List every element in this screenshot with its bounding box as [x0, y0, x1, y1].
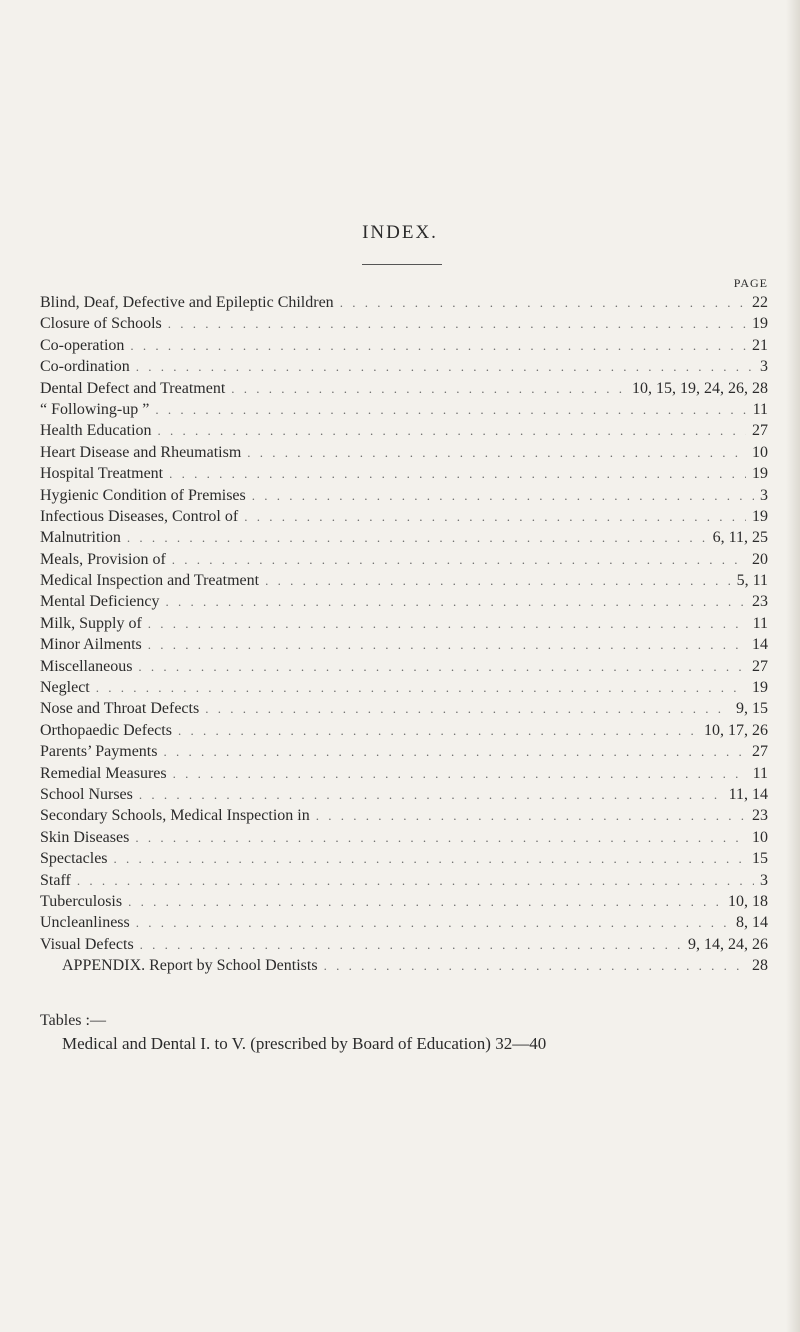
page-title: INDEX. [362, 222, 438, 243]
dot-leader [127, 527, 707, 548]
entry-label: Minor Ailments [40, 636, 142, 654]
dot-leader [169, 463, 746, 484]
dot-leader [178, 720, 698, 741]
entry-page-numbers: 10, 15, 19, 24, 26, 28 [632, 379, 768, 397]
entry-page-numbers: 19 [752, 679, 768, 697]
entry-label: APPENDIX. Report by School Dentists [62, 957, 318, 975]
entry-label: Visual Defects [40, 935, 134, 953]
entry-label: Remedial Measures [40, 764, 167, 782]
entry-label: Mental Deficiency [40, 593, 160, 611]
entry-page-numbers: 10, 17, 26 [704, 721, 768, 739]
page-column-heading: PAGE [733, 276, 768, 290]
index-entry [40, 763, 768, 784]
index-entry [40, 527, 768, 548]
entry-label: Meals, Provision of [40, 550, 166, 568]
entry-page-numbers: 3 [760, 486, 768, 504]
dot-leader [173, 763, 747, 784]
entry-label: Uncleanliness [40, 914, 130, 932]
entry-label: Closure of Schools [40, 315, 162, 333]
index-entry [40, 378, 768, 399]
entry-page-numbers: 14 [752, 636, 768, 654]
index-entry [40, 591, 768, 612]
entry-page-numbers: 22 [752, 294, 768, 311]
entry-label: Staff [40, 871, 71, 889]
index-entry [40, 955, 768, 976]
entry-page-numbers: 27 [752, 657, 768, 675]
entry-label: Milk, Supply of [40, 614, 142, 632]
index-entry [40, 356, 768, 377]
dot-leader [166, 591, 747, 612]
entry-label: Health Education [40, 422, 152, 440]
index-entries [40, 292, 768, 977]
entry-label: Orthopaedic Defects [40, 721, 172, 739]
page-edge-shadow [786, 0, 800, 1332]
index-entry [40, 506, 768, 527]
dot-leader [205, 698, 730, 719]
entry-label: Malnutrition [40, 529, 121, 547]
dot-leader [168, 313, 746, 334]
entry-page-numbers: 19 [752, 465, 768, 483]
dot-leader [136, 356, 754, 377]
dot-leader [130, 335, 746, 356]
dot-leader [155, 399, 746, 420]
entry-label: Spectacles [40, 850, 108, 868]
index-entry [40, 934, 768, 955]
entry-label: Secondary Schools, Medical Inspection in [40, 807, 310, 825]
entry-label: School Nurses [40, 785, 133, 803]
dot-leader [163, 741, 746, 762]
entry-page-numbers: 8, 14 [736, 914, 768, 932]
entry-page-numbers: 11 [752, 764, 768, 782]
dot-leader [96, 677, 746, 698]
index-entry [40, 549, 768, 570]
dot-leader [114, 848, 746, 869]
index-entry [40, 870, 768, 891]
entry-page-numbers: 15 [752, 850, 768, 868]
dot-leader [324, 955, 746, 976]
entry-page-numbers: 11 [752, 400, 768, 418]
index-entry [40, 399, 768, 420]
index-entry [40, 741, 768, 762]
dot-leader [316, 805, 746, 826]
dot-leader [140, 934, 682, 955]
entry-label: Skin Diseases [40, 828, 130, 846]
entry-label: Blind, Deaf, Defective and Epileptic Children [40, 294, 334, 311]
entry-page-numbers: 10 [752, 443, 768, 461]
entry-page-numbers: 27 [752, 422, 768, 440]
entry-page-numbers: 21 [752, 336, 768, 354]
dot-leader [340, 292, 746, 313]
entry-label: Miscellaneous [40, 657, 133, 675]
dot-leader [139, 784, 723, 805]
entry-page-numbers: 27 [752, 743, 768, 761]
entry-page-numbers: 9, 15 [736, 700, 768, 718]
entry-label: Infectious Diseases, Control of [40, 507, 239, 525]
index-entry [40, 634, 768, 655]
dot-leader [77, 870, 754, 891]
index-entry [40, 827, 768, 848]
entry-page-numbers: 19 [752, 507, 768, 525]
index-entry [40, 805, 768, 826]
index-entry [40, 784, 768, 805]
entry-page-numbers: 10 [752, 828, 768, 846]
index-entry [40, 420, 768, 441]
index-entry [40, 570, 768, 591]
index-entry [40, 848, 768, 869]
dot-leader [128, 891, 722, 912]
entry-page-numbers: 5, 11 [736, 572, 768, 590]
index-entry [40, 891, 768, 912]
dot-leader [172, 549, 746, 570]
entry-label: “ Following-up ” [40, 400, 150, 418]
tables-entry: Medical and Dental I. to V. (prescribed by Board of Education) 32—40 [62, 1034, 547, 1053]
entry-label: Nose and Throat Defects [40, 700, 200, 718]
index-entry [40, 912, 768, 933]
entry-page-numbers: 28 [752, 957, 768, 975]
index-entry [40, 720, 768, 741]
index-entry [40, 463, 768, 484]
index-entry [40, 485, 768, 506]
entry-page-numbers: 11, 14 [728, 785, 768, 803]
entry-page-numbers: 10, 18 [728, 892, 768, 910]
dot-leader [244, 506, 746, 527]
entry-page-numbers: 11 [752, 614, 768, 632]
entry-label: Medical Inspection and Treatment [40, 572, 260, 590]
index-entry [40, 292, 768, 313]
index-entry [40, 313, 768, 334]
index-entry [40, 698, 768, 719]
index-entry [40, 656, 768, 677]
entry-page-numbers: 19 [752, 315, 768, 333]
title-divider [362, 264, 442, 265]
entry-label: Parents’ Payments [40, 743, 158, 761]
entry-label: Tuberculosis [40, 892, 123, 910]
tables-heading: Tables :— [40, 1012, 106, 1029]
entry-label: Heart Disease and Rheumatism [40, 443, 242, 461]
entry-page-numbers: 20 [752, 550, 768, 568]
dot-leader [136, 912, 730, 933]
entry-page-numbers: 23 [752, 807, 768, 825]
entry-label: Co-operation [40, 336, 125, 354]
dot-leader [158, 420, 746, 441]
entry-label: Hospital Treatment [40, 465, 164, 483]
index-entry [40, 335, 768, 356]
dot-leader [252, 485, 754, 506]
index-entry [40, 442, 768, 463]
dot-leader [135, 827, 746, 848]
entry-page-numbers: 3 [760, 358, 768, 376]
entry-page-numbers: 9, 14, 24, 26 [688, 935, 768, 953]
dot-leader [247, 442, 746, 463]
index-entry [40, 677, 768, 698]
dot-leader [138, 656, 746, 677]
dot-leader [265, 570, 731, 591]
entry-page-numbers: 6, 11, 25 [712, 529, 768, 547]
entry-label: Neglect [40, 679, 90, 697]
entry-label: Co-ordination [40, 358, 130, 376]
entry-page-numbers: 23 [752, 593, 768, 611]
dot-leader [231, 378, 626, 399]
index-entry [40, 613, 768, 634]
dot-leader [148, 634, 746, 655]
entry-label: Hygienic Condition of Premises [40, 486, 246, 504]
entry-label: Dental Defect and Treatment [40, 379, 226, 397]
dot-leader [148, 613, 747, 634]
entry-page-numbers: 3 [760, 871, 768, 889]
